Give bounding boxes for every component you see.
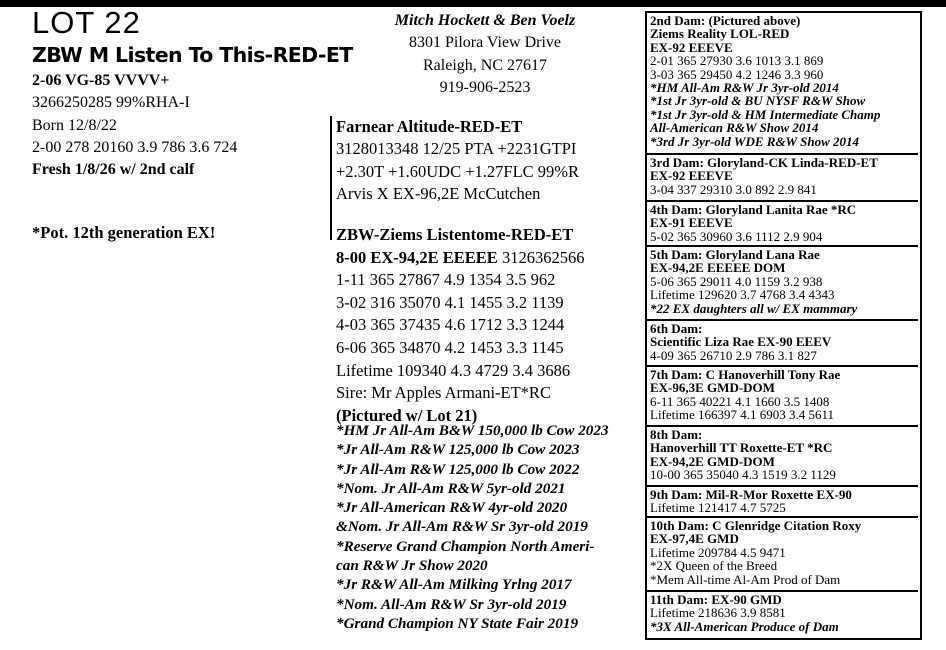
pedigree-line: *3rd Jr 3yr-old WDE R&W Show 2014	[650, 133, 860, 149]
pedigree-line: Lifetime 209784 4.5 9471	[650, 544, 786, 560]
pedigree-line: 5-02 365 30960 3.6 1112 2.9 904	[650, 228, 823, 244]
pedigree-line: *HM All-Am R&W Jr 3yr-old 2014	[650, 80, 839, 96]
pedigree-line: EX-94,2E EEEEE DOM	[650, 260, 786, 276]
pedigree-line: *2X Queen of the Breed	[650, 558, 778, 574]
award-line: *Grand Champion NY State Fair 2019	[336, 614, 579, 632]
pedigree-line: 5-06 365 29011 4.0 1159 3.2 938	[650, 273, 823, 289]
sire-name: Farnear Altitude-RED-ET	[336, 117, 523, 136]
dam-awards	[336, 421, 609, 633]
pedigree-line: 5th Dam: Gloryland Lana Rae	[650, 247, 820, 262]
pedigree-dam-5	[650, 248, 857, 315]
pedigree-dam-8	[650, 428, 836, 482]
pedigree-line: 4th Dam: Gloryland Lanita Rae *RC	[650, 202, 857, 217]
pedigree-line: *3X All-American Produce of Dam	[650, 618, 839, 634]
consignor	[380, 10, 590, 99]
sire-line: 3128013348 12/25 PTA +2231GTPI	[336, 139, 577, 159]
dam-record: 3-02 316 35070 4.1 1455 3.2 1139	[336, 292, 564, 312]
pedigree-line: EX-97,4E GMD	[650, 531, 739, 547]
pedigree-line: EX-92 EEEVE	[650, 39, 733, 55]
dam-reg: 3126362566	[497, 247, 585, 267]
pedigree-line: 10-00 365 35040 4.3 1519 3.2 1129	[650, 467, 836, 483]
top-rule	[0, 0, 946, 7]
pedigree-line: 11th Dam: EX-90 GMD	[650, 592, 782, 607]
pedigree-line: Ziems Reality LOL-RED	[650, 26, 790, 42]
pedigree-line: *Mem All-time Al-Am Prod of Dam	[650, 571, 841, 587]
dam-class: 8-00 EX-94,2E EEEEE	[336, 247, 498, 267]
pedigree-line: EX-94,2E GMD-DOM	[650, 453, 775, 469]
pedigree-dam-4	[650, 203, 856, 243]
classification: 2-06 VG-85 VVVV+	[32, 72, 170, 89]
pedigree-line: Lifetime 166397 4.1 6903 3.4 5611	[650, 407, 835, 423]
pedigree-line: EX-92 EEEVE	[650, 168, 733, 184]
production-record: 2-00 278 20160 3.9 786 3.6 724	[32, 138, 238, 156]
consignor-city: Raleigh, NC 27617	[423, 56, 547, 74]
pedigree-line: Lifetime 129620 3.7 4768 3.4 4343	[650, 287, 835, 303]
pedigree-dam-10	[650, 519, 861, 586]
pedigree-line: *1st Jr 3yr-old & BU NYSF R&W Show	[650, 93, 866, 109]
award-line: *Nom. Jr All-Am R&W 5yr-old 2021	[336, 479, 566, 497]
dam-name: ZBW-Ziems Listentome-RED-ET	[336, 225, 574, 244]
dam-record: 1-11 365 27867 4.9 1354 3.5 962	[336, 270, 556, 290]
consignor-names: Mitch Hockett & Ben Voelz	[394, 12, 576, 29]
award-line: &Nom. Jr All-Am R&W Sr 3yr-old 2019	[336, 518, 588, 536]
sire-line: +2.30T +1.60UDC +1.27FLC 99%R	[336, 161, 580, 181]
pedigree-line: 6-11 365 40221 4.1 1660 3.5 1408	[650, 393, 830, 409]
pedigree-line: Scientific Liza Rae EX-90 EEEV	[650, 334, 832, 350]
pedigree-line: 6th Dam:	[650, 321, 703, 336]
generation-note: *Pot. 12th generation EX!	[32, 223, 216, 242]
dam-record: 6-06 365 34870 4.2 1453 3.3 1145	[336, 337, 564, 357]
award-line: can R&W Jr Show 2020	[336, 557, 488, 575]
animal-details	[32, 70, 237, 181]
award-line: *Reserve Grand Champion North Ameri-	[336, 537, 595, 555]
award-line: *Jr All-American R&W 4yr-old 2020	[336, 499, 568, 517]
award-line: *Jr R&W All-Am Milking Yrlng 2017	[336, 576, 572, 594]
pedigree-line: *22 EX daughters all w/ EX mammary	[650, 300, 858, 316]
pedigree-line: EX-91 EEEVE	[650, 215, 733, 231]
pedigree-line: 8th Dam:	[650, 427, 703, 442]
dam-block	[336, 224, 584, 427]
lot-number: LOT 22	[32, 5, 141, 40]
pedigree-line: 3-03 365 29450 4.2 1246 3.3 960	[650, 66, 824, 82]
pedigree-line: Hanoverhill TT Roxette-ET *RC	[650, 440, 833, 456]
pedigree-line: 3rd Dam: Gloryland-CK Linda-RED-ET	[650, 155, 878, 170]
pedigree-line: 10th Dam: C Glenridge Citation Roxy	[650, 518, 862, 533]
registration: 3266250285 99%RHA-I	[32, 94, 190, 112]
pedigree-dam-2	[650, 14, 880, 148]
pedigree-line: 9th Dam: Mil-R-Mor Roxette EX-90	[650, 487, 852, 502]
pedigree-line: All-American R&W Show 2014	[650, 120, 819, 136]
pedigree-line: 7th Dam: C Hanoverhill Tony Rae	[650, 367, 841, 382]
pedigree-dam-7	[650, 368, 840, 422]
pedigree-line: Lifetime 121417 4.7 5725	[650, 500, 786, 516]
dam-sire: Sire: Mr Apples Armani-ET*RC	[336, 383, 551, 403]
pedigree-line: 2nd Dam: (Pictured above)	[650, 13, 801, 28]
award-line: *Nom. All-Am R&W Sr 3yr-old 2019	[336, 595, 567, 613]
animal-name: ZBW M Listen To This-RED-ET	[32, 43, 353, 67]
dam-pictured: (Pictured w/ Lot 21)	[336, 405, 478, 425]
pedigree-line: 2-01 365 27930 3.6 1013 3.1 869	[650, 53, 824, 69]
birth-date: Born 12/8/22	[32, 116, 117, 134]
dam-lifetime: Lifetime 109340 4.3 4729 3.4 3686	[336, 360, 571, 380]
pedigree-dam-3	[650, 156, 878, 196]
pedigree-line: Lifetime 218636 3.9 8581	[650, 605, 786, 621]
sire-divider	[330, 116, 332, 240]
sire-line: Arvis X EX-96,2E McCutchen	[336, 183, 541, 203]
consignor-phone: 919-906-2523	[439, 78, 531, 96]
pedigree-dam-9	[650, 488, 852, 515]
dam-record: 4-03 365 37435 4.6 1712 3.3 1244	[336, 315, 565, 335]
pedigree-dam-6	[650, 322, 831, 362]
pedigree-line: EX-96,3E GMD-DOM	[650, 380, 775, 396]
consignor-address: 8301 Pilora View Drive	[408, 34, 562, 52]
award-line: *Jr All-Am R&W 125,000 lb Cow 2023	[336, 441, 580, 459]
fresh-date: Fresh 1/8/26 w/ 2nd calf	[32, 161, 195, 179]
pedigree-line: *1st Jr 3yr-old & HM Intermediate Champ	[650, 106, 881, 122]
award-line: *HM Jr All-Am B&W 150,000 lb Cow 2023	[336, 422, 609, 439]
dam-classification	[336, 247, 584, 270]
pedigree-line: 3-04 337 29310 3.0 892 2.9 841	[650, 181, 817, 197]
award-line: *Jr All-Am R&W 125,000 lb Cow 2022	[336, 460, 580, 478]
pedigree-dam-11	[650, 593, 839, 633]
sire-block	[336, 116, 579, 205]
pedigree-line: 4-09 365 26710 2.9 786 3.1 827	[650, 347, 817, 363]
